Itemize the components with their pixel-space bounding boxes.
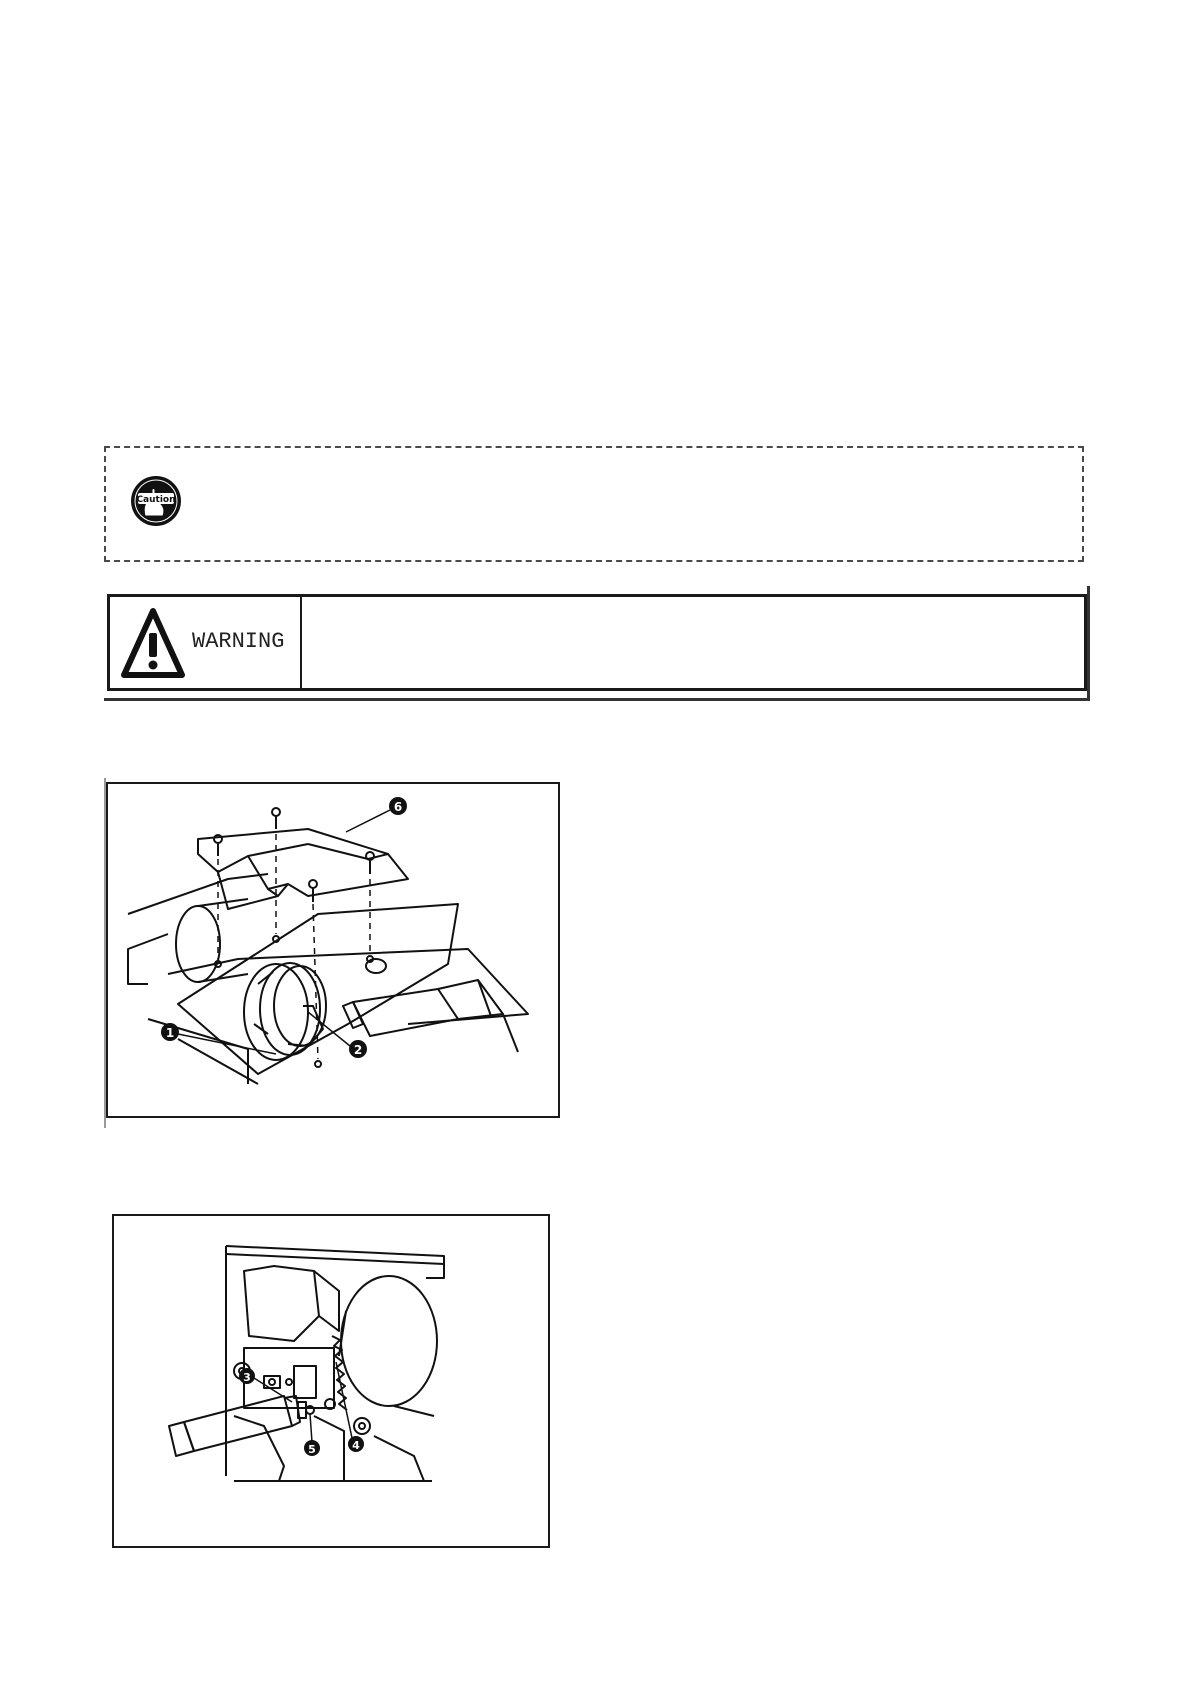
caution-hand-icon [129,474,183,528]
callout-5-label: 5 [308,1443,316,1456]
caution-box [104,446,1084,562]
figure1 [106,782,560,1118]
figure2 [112,1214,550,1548]
callout-2-label: 2 [353,1043,363,1057]
warning-label: WARNING [192,629,285,654]
callout-3-label: 3 [243,1371,251,1384]
figure2-illustration [114,1216,548,1546]
warning-box [107,594,1087,691]
figure1-illustration [108,784,558,1116]
warning-frame [104,586,1090,701]
callout-4-label: 4 [352,1439,360,1452]
warning-label-cell [110,597,302,688]
caution-icon-text: Caution [136,495,176,505]
callout-6-label: 6 [393,800,403,814]
callout-1-label: 1 [165,1026,175,1040]
warning-triangle-icon [120,605,186,681]
